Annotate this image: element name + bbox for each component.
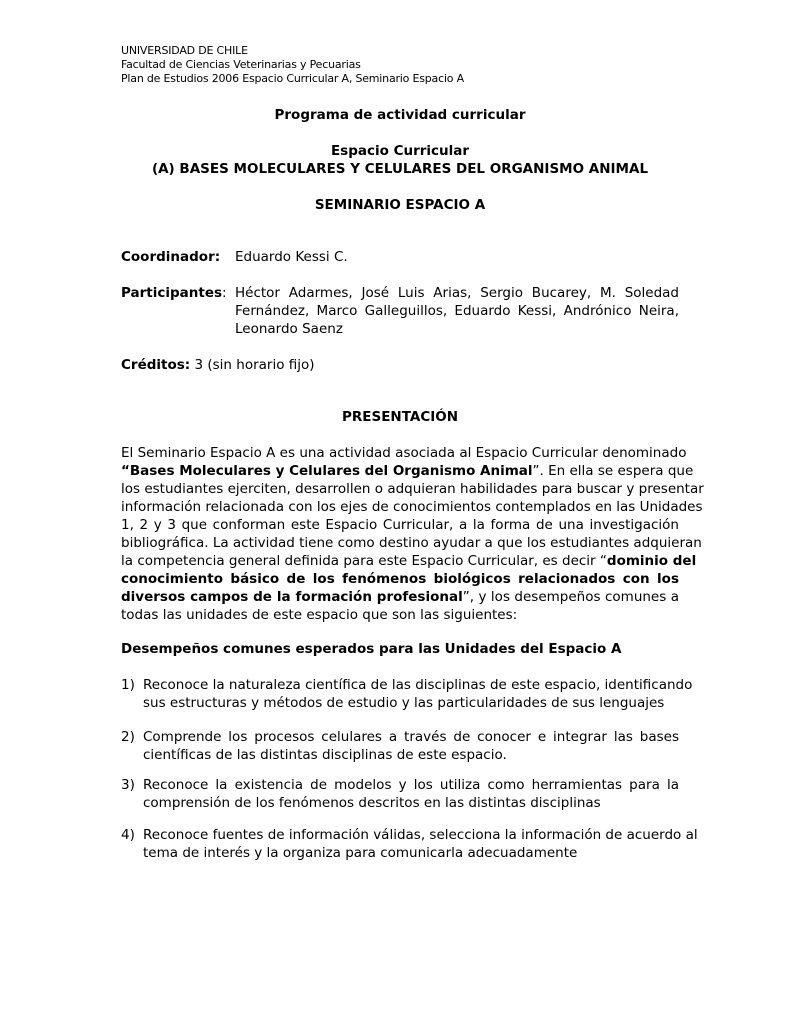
document-header	[121, 44, 464, 86]
participants-label	[121, 284, 227, 302]
coordinator-label: Coordinador:	[121, 249, 221, 265]
credits-row	[121, 356, 679, 374]
course-name-bold: “Bases Moleculares y Celulares del Organismo Animal	[121, 463, 533, 479]
paragraph-line: los estudiantes ejerciten, desarrollen o adquieran habilidades para buscar y presentar	[121, 481, 704, 497]
participants-label-text: Participantes	[121, 285, 223, 301]
credits-label: Créditos:	[121, 357, 191, 373]
item-number: 1)	[121, 677, 135, 693]
paragraph-line	[121, 588, 679, 606]
paragraph-line: información relacionada con los ejes de conocimientos contemplados en las Unidades	[121, 499, 703, 515]
item-line: comprensión de los fenómenos descritos en las distintas disciplinas	[143, 795, 601, 811]
participants-line: Héctor Adarmes, José Luis Arias, Sergio Bucarey, M. Soledad	[235, 285, 679, 301]
paragraph-line: conocimiento básico de los fenómenos biológicos relacionados con los	[121, 571, 679, 587]
item-line: Reconoce fuentes de información válidas, selecciona la información de acuerdo al	[143, 827, 698, 843]
presentation-paragraph	[121, 444, 704, 624]
item-line: sus estructuras y métodos de estudio y las particularidades de sus lenguajes	[143, 695, 665, 711]
coordinator-value: Eduardo Kessi C.	[235, 249, 348, 265]
item-line: Reconoce la existencia de modelos y los utiliza como herramientas para la	[143, 777, 679, 793]
credits-text	[121, 357, 315, 373]
item-number: 3)	[121, 777, 135, 793]
paragraph-text: ”. En ella se espera que	[532, 463, 694, 479]
paragraph-line: todas las unidades de este espacio que son las siguientes:	[121, 607, 518, 623]
seminar-title: SEMINARIO ESPACIO A	[314, 197, 486, 213]
program-title: Programa de actividad curricular	[274, 107, 526, 123]
presentation-heading: PRESENTACIÓN	[341, 409, 459, 425]
paragraph-line: bibliográfica. La actividad tiene como destino ayudar a que los estudiantes adquieran	[121, 535, 702, 551]
item-number: 4)	[121, 827, 135, 843]
item-text	[143, 728, 679, 764]
paragraph-line	[121, 462, 694, 480]
participants-line: Fernández, Marco Galleguillos, Eduardo Kessi, Andrónico Neira,	[235, 303, 679, 319]
item-line: tema de interés y la organiza para comunicarla adecuadamente	[143, 845, 578, 861]
competence-bold: diversos campos de la formación profesional	[121, 589, 463, 605]
item-line: científicas de las distintas disciplinas de este espacio.	[143, 747, 507, 763]
item-text	[143, 826, 698, 862]
space-name: (A) BASES MOLECULARES Y CELULARES DEL ORGANISMO ANIMAL	[151, 161, 649, 177]
item-line: Reconoce la naturaleza científica de las disciplinas de este espacio, identificando	[143, 677, 693, 693]
space-label: Espacio Curricular	[330, 143, 470, 159]
paragraph-line: El Seminario Espacio A es una actividad asociada al Espacio Curricular denominado	[121, 445, 687, 461]
paragraph-text: la competencia general definida para este Espacio Curricular, es decir “	[121, 553, 607, 569]
faculty-name: Facultad de Ciencias Veterinarias y Pecuarias	[121, 58, 361, 71]
item-number: 2)	[121, 729, 135, 745]
paragraph-line	[121, 552, 697, 570]
participants-colon: :	[222, 285, 227, 301]
item-text	[143, 776, 679, 812]
paragraph-line: 1, 2 y 3 que conforman este Espacio Curricular, a la forma de una investigación	[121, 517, 679, 533]
item-text	[143, 676, 693, 712]
credits-value: 3 (sin horario fijo)	[190, 357, 315, 373]
participants-value	[235, 284, 679, 338]
institution-name: UNIVERSIDAD DE CHILE	[121, 44, 248, 57]
participants-line: Leonardo Saenz	[235, 321, 343, 337]
plan-line: Plan de Estudios 2006 Espacio Curricular A, Seminario Espacio A	[121, 72, 464, 85]
desempenos-heading: Desempeños comunes esperados para las Unidades del Espacio A	[121, 641, 622, 657]
competence-bold: dominio del	[606, 553, 697, 569]
item-line: Comprende los procesos celulares a través de conocer e integrar las bases	[143, 729, 679, 745]
paragraph-text: ”, y los desempeños comunes a	[462, 589, 680, 605]
